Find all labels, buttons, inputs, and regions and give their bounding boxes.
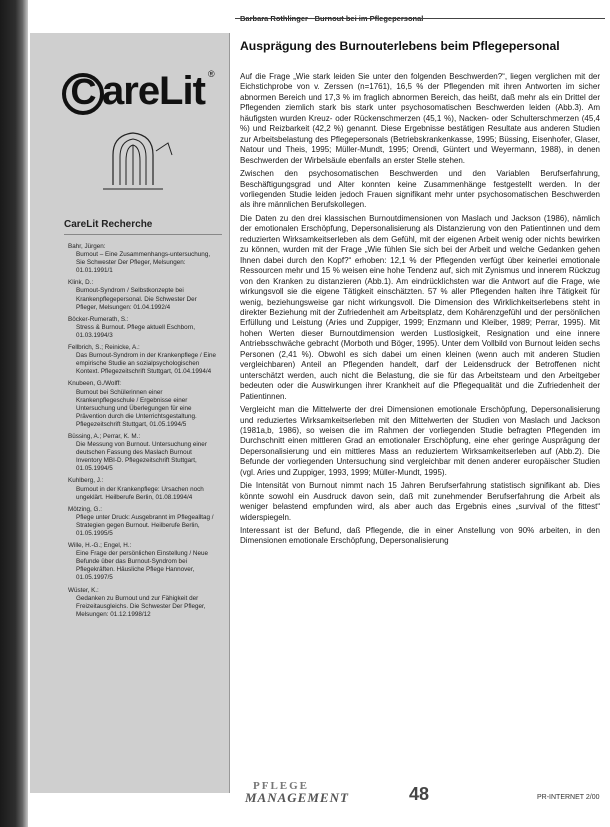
reference-item	[68, 433, 218, 473]
body-paragraph: Vergleicht man die Mittelwerte der drei Dimensionen emotionale Erschöpfung, Depersonalisierung und reduziertes Wirksamkeitserleben mit den Mittelwerten der Studien von Maslach und Jackson (1981a,b, 1986), so weisen die im Rahmen der vorliegenden Studie befragten Pflegenden im Durchschnitt einen mittleren Grad an emotionaler Erschöpfung, eine eher geringe Ausprägung der Depersonalisierung und ein mittleres Mass an reduziertem Wirksamkeitserleben auf (Abb.2). Die Befunde der vorliegenden Untersuchung sind vergleichbar mit denen anderer europäischer Studien (vgl. Aries und Zuppiger, 1993, 1999; Müller-Mundt, 1995).	[240, 405, 600, 477]
body-paragraph: Die Daten zu den drei klassischen Burnoutdimensionen von Maslach und Jackson (1986), nämlich der emotionalen Erschöpfung, Depersonalisierung als Distanzierung von den Patientinnen und dem reduzierten Wirksamkeitserleben als dem Gefühl, mit der eigenen Arbeit wenig oder nichts bewirken zu können, wurden mit der Frage „Wie fühlen Sie sich bei der Arbeit und welche Gedanken gehen Ihnen dabei durch den Kopf?“ erhoben: 12,1 % der Pflegenden verfügt über keinerlei emotionale Ressourcen mehr und 15 % weisen eine hohe Tendenz auf, sich mit Zynismus und innerem Rückzug von den Kranken zu distanzieren (Abb.1). Am eindrücklichsten war die Antwort auf die Frage, wie wirkungsvoll sie die eigene Tätigkeit einschätzten. 57 % aller Pflegenden halten ihre Tätigkeit für wenig, beziehungsweise gar nicht wirkungsvoll. Die Dimension des Wirklichkeitserlebens steht in direkter Beziehung mit der Zufriedenheit am Arbeitsplatz, dem Kohärenzgefühl und der persönlichen Erfüllung und Leistung (Aries und Zuppiger, 1999; Enzmann und Kleiber, 1989; Perrar, 1995). Mit hohen Werten dieser Burnoutdimension werden Lustlosigkeit, Resignation und eine innere Antriebsschwäche gebracht (Morboth und Böger, 1995). Unter dem Vollbild von Burnout leiden sechs Personen (2,41 %). Obwohl es sich dabei um einen kleinen (wenn auch mit anderen Studien vergleichbaren) Anteil an Pflegenden handelt, darf der Leidensdruck der Betroffenen nicht unterschätzt werden, auch nicht die Belastung, die sie für das Arbeitsteam und den Arbeitgeber bedeuten oder die Auswirkungen ihrer Krankheit auf die Pflegequalität und die Zufriedenheit der Patientinnen.	[240, 213, 600, 401]
carelit-logo	[38, 45, 220, 195]
reference-text: Die Messung von Burnout. Untersuchung einer deutschen Fassung des Maslach Burnout Inventory MBI-D. Pflegezeitschrift Stuttgart, 01.05.1994/5	[76, 441, 207, 473]
sidebar-heading: CareLit Recherche	[64, 219, 153, 230]
magazine-logo-bottom: MANAGEMENT	[245, 790, 349, 805]
body-paragraph: Interessant ist der Befund, daß Pflegende, die in einer Anstellung von 90% arbeiten, in den Dimensionen emotionale Erschöpfung, Depersonalisierung	[240, 526, 600, 546]
body-paragraph: Auf die Frage „Wie stark leiden Sie unter den folgenden Beschwerden?“, liegen verglichen mit der Eichstichprobe von v. Zerssen (n=1761), 16,5 % der Pflegenden mit ihren Antworten im sicher abnormen Bereich und 17,3 % im fraglich abnormen Bereich, das heißt, daß mehr als ein Drittel der Pflegenden ziemlich stark bis stark unter psychosomatischen Beschwerden leiden (Abb.3). Am häufigsten wurden Kreuz- oder Rückenschmerzen (45,1 %), Nacken- oder Schulterschmerzen (45,4 %) und Reizbarkeit (42,2 %) genannt. Diese Ergebnisse bestätigen Resultate aus anderen Studien zur Arbeitsbelastung des Pflegepersonals (Betriebskrankenkasse, 1995; Büssing, Eisenhofer, Glaser, Natour und Theis, 1995; Müller-Mundt, 1995; Orendi, Güntert und Weyermann, 1988), in denen Beschwerden der Wirbelsäule ebenfalls an erster Stelle stehen.	[240, 72, 600, 165]
reference-author: Wille, H.-G.; Engel, H.:	[68, 542, 132, 550]
reference-author: Klink, D.:	[68, 279, 94, 287]
article-title: Ausprägung des Burnouterlebens beim Pflegepersonal	[240, 39, 560, 53]
registered-mark: ®	[208, 69, 215, 79]
reference-text: Das Burnout-Syndrom in der Krankenpflege / Eine empirische Studie an sozialpsychologischen Kontext. Pflegezeitschrift Stuttgart, 01.04.1994/4	[76, 352, 217, 376]
reference-author: Mötzing, G.:	[68, 505, 102, 513]
divider	[235, 18, 605, 19]
reference-list	[68, 243, 218, 623]
reference-text: Eine Frage der persönlichen Einstellung / Neue Befunde über das Burnout-Syndrom bei Pflegekräften. Häusliche Pflege Hannover, 01.05.1997/5	[76, 550, 208, 582]
binding-edge	[0, 0, 28, 827]
reference-item	[68, 279, 218, 311]
logo-wordmark: C areLit	[62, 69, 205, 115]
divider	[64, 234, 222, 235]
reference-author: Büssing, A.; Perrar, K. M.:	[68, 432, 141, 440]
reference-author: Böcker-Rumerath, S.:	[68, 315, 129, 323]
article-body	[240, 72, 600, 550]
reference-item	[68, 243, 218, 275]
page-footer	[235, 772, 610, 812]
reference-text: Burnout in der Krankenpflege: Ursachen noch ungeklärt. Heilberufe Berlin, 01.08.1994/4	[76, 485, 204, 501]
magazine-logo-top: PFLEGE	[253, 780, 310, 792]
reference-text: Pflege unter Druck: Ausgebrannt im Pflegealltag / Strategien gegen Burnout. Heilberufe Berlin, 01.05.1995/5	[76, 513, 214, 537]
page-number: 48	[409, 784, 430, 804]
body-paragraph: Die Intensität von Burnout nimmt nach 15 Jahren Berufserfahrung statistisch signifikant ab. Dies könnte sowohl ein Ausdruck davon sein, daß mit zunehmender Berufserfahrung die Arbeit als weniger belastend empfunden wird, als aber auch das Ergebnis eines „survival of the fittest“ widerspiegeln.	[240, 481, 600, 522]
reference-item	[68, 316, 218, 340]
reference-text: Burnout – Eine Zusammenhangs-untersuchung, Sie Schwester Der Pfleger, Melsungen: 01.01.1991/1	[76, 251, 211, 275]
reference-author: Wüster, K.:	[68, 586, 99, 594]
reference-text: Stress & Burnout. Pflege aktuell Eschborn, 01.03.1994/3	[76, 323, 196, 339]
sidebar	[30, 33, 230, 793]
issue-label: PR-INTERNET 2/00	[537, 794, 600, 801]
reference-author: Knubeen, G./Wolff:	[68, 380, 121, 388]
reference-text: Burnout bei Schülerinnen einer Krankenpflegeschule / Ergebnisse einer Untersuchung und Überlegungen für eine Prävention durch die Unterrichtsgestaltung. Pflegezeitschrift Stuttgart, 01.05.1994/5	[76, 388, 197, 428]
reference-item	[68, 344, 218, 376]
reference-author: Fellbrich, S.; Reinicke, A.:	[68, 344, 140, 352]
reference-author: Bahr, Jürgen:	[68, 243, 106, 250]
body-paragraph: Zwischen den psychosomatischen Beschwerden und den Variablen Berufserfahrung, Beschäftigungsgrad und Alter konnten keine Zusammenhänge festgestellt werden. In der vorliegenden Studie leiden jedoch Frauen signifikant mehr unter psychosomatischen Beschwerden als ihre männlichen Berufskollegen.	[240, 169, 600, 210]
reference-item	[68, 542, 218, 582]
reference-item	[68, 506, 218, 538]
reference-text: Gedanken zu Burnout und zur Fähigkeit der Freizeitausgleichs. Die Schwester Der Pfleger, Melsungen: 01.12.1998/12	[76, 594, 206, 618]
reference-author: Kuhlberg, J.:	[68, 477, 104, 485]
reference-item	[68, 477, 218, 501]
figure-icon	[98, 125, 178, 195]
reference-text: Burnout-Syndrom / Selbstkonzepte bei Krankenpflegepersonal. Die Schwester Der Pfleger, Melsungen: 01.04.1992/4	[76, 287, 197, 311]
reference-item	[68, 380, 218, 429]
reference-item	[68, 587, 218, 619]
